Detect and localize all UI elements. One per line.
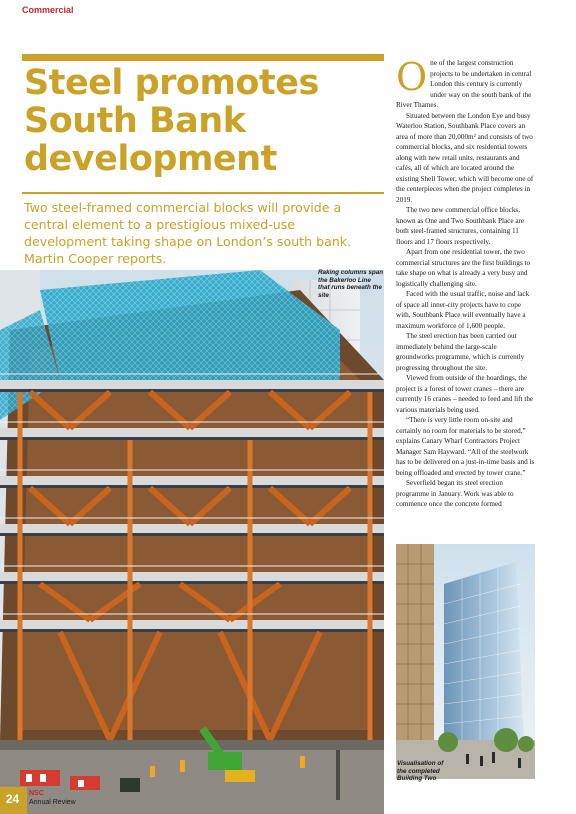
body-paragraph: One of the largest construction projects to be undertaken in central London this century is currently under way on the south bank of the River Thames. xyxy=(396,55,532,109)
body-paragraph: The two new commercial office blocks, known as One and Two Southbank Place are both steel-framed structures, containing 11 floors and 17 floors respectively. xyxy=(396,206,525,246)
body-paragraph: The steel erection has been carried out immediately behind the large-scale groundworks programme, which is currently progressing throughout the site. xyxy=(396,332,525,372)
visualisation-caption: Visualisation of the completed Building Two xyxy=(397,760,444,783)
page-number: 24 xyxy=(5,792,20,806)
drop-cap: O xyxy=(396,55,428,99)
article-standfirst: Two steel-framed commercial blocks will provide a central element to a prestigious mixed-use development taking shape on London’s south bank. Martin Cooper reports. xyxy=(24,200,352,266)
publisher-brand: NSC xyxy=(29,790,44,797)
section-label: Commercial xyxy=(22,5,74,15)
article-headline: Steel promotes South Bank development xyxy=(24,63,319,179)
body-paragraph: Viewed from outside of the hoardings, the project is a forest of tower cranes – there are currently 16 cranes – needed to feed and lift the various materials being used. xyxy=(396,374,534,414)
body-paragraph: Faced with the usual traffic, noise and lack of space all inner-city projects have to cope with, Southbank Place will eventually have a maximum workforce of 1,600 people. xyxy=(396,290,530,330)
publication-name: Annual Review xyxy=(29,799,76,806)
standfirst-rule xyxy=(22,192,384,194)
article-body xyxy=(396,55,536,510)
body-paragraph: Situated between the London Eye and busy Waterloo Station, Southbank Place covers an area of more than 20,000m² and consists of two commercial blocks, and six residential towers along with new retail units, restaurants and cafés, all of which are located around the existing Shell Tower, which will become one of the centerpieces when the project completes in 2019. xyxy=(396,111,534,204)
main-photo-caption: Raking columns span the Bakerloo Line that runs beneath the site xyxy=(318,269,384,299)
building-two-visualisation xyxy=(396,544,535,779)
body-paragraph: Apart from one residential tower, the two commercial structures are the first buildings to take shape on what is already a very busy and logistically challenging site. xyxy=(396,248,531,288)
headline-top-rule xyxy=(22,54,384,61)
steel-frame-construction-photo xyxy=(0,270,384,814)
body-paragraph: “There is very little room on-site and certainly no room for materials to be stored,” explains Canary Wharf Contractors Project Manager Sam Hayward. “All of the steelwork has to be delivered on a just-in-time basis and is being offloaded and erected by tower crane.” xyxy=(396,416,535,477)
body-paragraph: Severfield began its steel erection programme in January. Work was able to commence once the concrete formed xyxy=(396,479,514,508)
